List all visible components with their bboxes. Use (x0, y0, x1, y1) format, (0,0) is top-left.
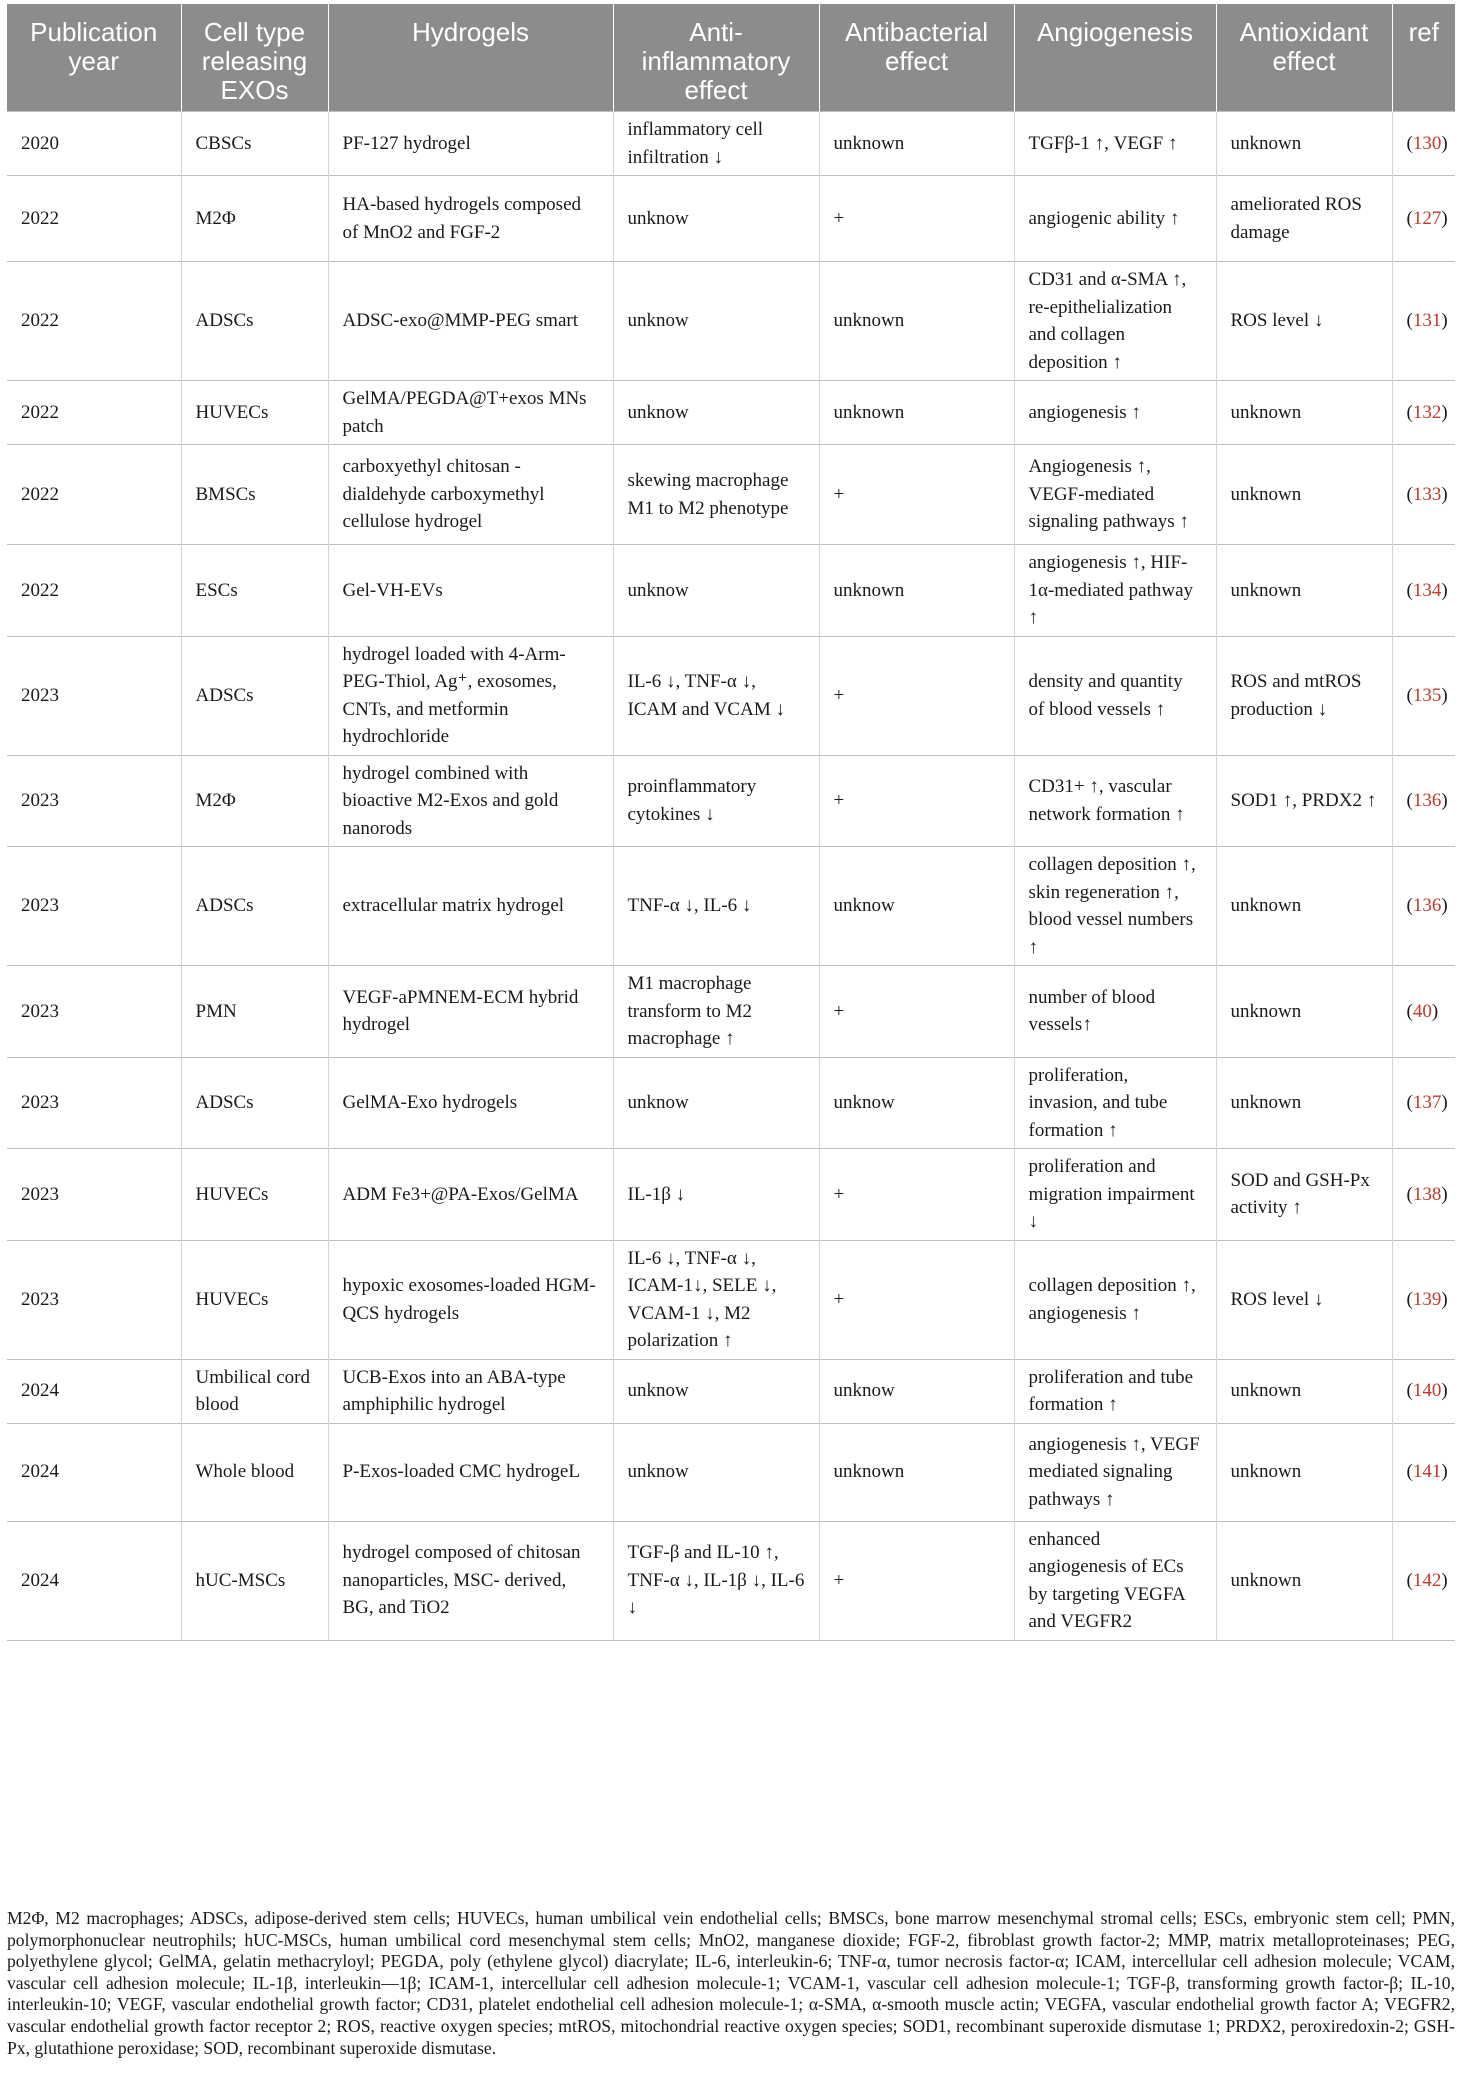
table-row (7, 262, 1455, 381)
ref-close-paren: ) (1431, 1000, 1439, 1022)
cell-antioxidant: unknown (1216, 112, 1392, 176)
cell-ref[interactable] (1392, 755, 1455, 847)
table-row (7, 1057, 1455, 1149)
cell-hydrogel: GelMA-Exo hydrogels (328, 1057, 613, 1149)
header-cell-type: Cell type releasing EXOs (181, 4, 328, 112)
table-row (7, 1423, 1455, 1521)
cell-anti-inflammatory: IL-6 ↓, TNF-α ↓, ICAM and VCAM ↓ (613, 636, 819, 755)
cell-ref[interactable] (1392, 1521, 1455, 1640)
cell-anti-inflammatory: M1 macrophage transform to M2 macrophage ↑ (613, 966, 819, 1058)
cell-ref[interactable] (1392, 636, 1455, 755)
cell-hydrogel: VEGF-aPMNEM-ECM hybrid hydrogel (328, 966, 613, 1058)
cell-ref[interactable] (1392, 1423, 1455, 1521)
header-angiogenesis: Angiogenesis (1014, 4, 1216, 112)
cell-ref[interactable] (1392, 112, 1455, 176)
cell-antioxidant: ROS level ↓ (1216, 262, 1392, 381)
cell-hydrogel: extracellular matrix hydrogel (328, 847, 613, 966)
header-hydrogels: Hydrogels (328, 4, 613, 112)
ref-link[interactable]: 137 (1412, 1092, 1442, 1113)
table-container (7, 4, 1455, 1641)
cell-antioxidant: ROS level ↓ (1216, 1240, 1392, 1359)
cell-antibacterial: unknown (819, 1423, 1014, 1521)
cell-antibacterial: unknown (819, 112, 1014, 176)
cell-angiogenesis: angiogenesis ↑ (1014, 381, 1216, 445)
ref-close-paren: ) (1441, 207, 1448, 229)
cell-antioxidant: SOD and GSH-Px activity ↑ (1216, 1149, 1392, 1241)
cell-year: 2022 (7, 262, 181, 381)
cell-antibacterial: + (819, 636, 1014, 755)
ref-link[interactable]: 130 (1412, 132, 1442, 154)
cell-ref[interactable] (1392, 445, 1455, 545)
cell-hydrogel: hydrogel loaded with 4-Arm-PEG-Thiol, Ag⁺, exosomes, CNTs, and metformin hydrochloride (328, 636, 613, 755)
cell-anti-inflammatory: unknow (613, 1057, 819, 1149)
ref-link[interactable]: 140 (1412, 1380, 1442, 1402)
cell-antibacterial: unknow (819, 1057, 1014, 1149)
cell-hydrogel: ADM Fe3+@PA-Exos/GelMA (328, 1149, 613, 1241)
ref-open-paren: ( (1406, 790, 1413, 811)
ref-close-paren: ) (1441, 895, 1448, 917)
cell-anti-inflammatory: proinflammatory cytokines ↓ (613, 755, 819, 847)
ref-close-paren: ) (1441, 401, 1448, 423)
ref-close-paren: ) (1441, 1569, 1448, 1591)
ref-link[interactable]: 141 (1412, 1461, 1442, 1483)
cell-angiogenesis: angiogenesis ↑, HIF-1α-mediated pathway ↑ (1014, 545, 1216, 637)
ref-close-paren: ) (1441, 1183, 1448, 1205)
ref-link[interactable]: 133 (1412, 483, 1442, 505)
ref-close-paren: ) (1441, 132, 1448, 154)
cell-hydrogel: hydrogel composed of chitosan nanoparticles, MSC- derived, BG, and TiO2 (328, 1521, 613, 1640)
cell-type: HUVECs (181, 1240, 328, 1359)
cell-antioxidant: unknown (1216, 1423, 1392, 1521)
ref-open-paren: ( (1406, 1380, 1413, 1402)
ref-open-paren: ( (1406, 207, 1413, 229)
cell-angiogenesis: Angiogenesis ↑, VEGF-mediated signaling pathways ↑ (1014, 445, 1216, 545)
cell-hydrogel: P-Exos-loaded CMC hydrogeL (328, 1423, 613, 1521)
ref-open-paren: ( (1406, 1000, 1413, 1022)
ref-close-paren: ) (1441, 483, 1448, 505)
table-row (7, 847, 1455, 966)
cell-hydrogel: ADSC-exo@MMP-PEG smart (328, 262, 613, 381)
cell-antibacterial: + (819, 176, 1014, 262)
cell-angiogenesis: angiogenic ability ↑ (1014, 176, 1216, 262)
ref-open-paren: ( (1406, 310, 1413, 332)
cell-type: ADSCs (181, 636, 328, 755)
cell-ref[interactable] (1392, 1240, 1455, 1359)
ref-close-paren: ) (1441, 684, 1448, 706)
cell-year: 2024 (7, 1423, 181, 1521)
cell-angiogenesis: collagen deposition ↑, angiogenesis ↑ (1014, 1240, 1216, 1359)
table-footnote: M2Φ, M2 macrophages; ADSCs, adipose-derived stem cells; HUVECs, human umbilical vein endothelial cells; BMSCs, bone marrow mesenchymal stromal cells; ESCs, embryonic stem cell; PMN, polymorphonuclear neutrophils; hUC-MSCs, human umbilical cord mesenchymal stem cells; MnO2, manganese dioxide; FGF-2, fibroblast growth factor-2; MMP, matrix metalloproteinases; PEG, polyethylene glycol; GelMA, gelatin methacryloyl; PEGDA, poly (ethylene glycol) diacrylate; IL-6, interleukin-6; TNF-α, tumor necrosis factor-α; ICAM, intercellular cell adhesion molecule; VCAM, vascular cell adhesion molecule; IL-1β, interleukin—1β; ICAM-1, intercellular cell adhesion molecule-1; VCAM-1, vascular cell adhesion molecule-1; TGF-β, transforming growth factor-β; IL-10, interleukin-10; VEGF, vascular endothelial growth factor; CD31, platelet endothelial cell adhesion molecule-1; α-SMA, α-smooth muscle actin; VEGFA, vascular endothelial growth factor A; VEGFR2, vascular endothelial growth factor receptor 2; ROS, reactive oxygen species; mtROS, mitochondrial reactive oxygen species; SOD1, recombinant superoxide dismutase 1; PRDX2, peroxiredoxin-2; GSH-Px, glutathione peroxidase; SOD, recombinant superoxide dismutase. (7, 1908, 1455, 2058)
cell-antibacterial: + (819, 445, 1014, 545)
cell-angiogenesis: TGFβ-1 ↑, VEGF ↑ (1014, 112, 1216, 176)
cell-year: 2023 (7, 1240, 181, 1359)
ref-link[interactable]: 131 (1412, 310, 1442, 332)
cell-angiogenesis: proliferation, invasion, and tube formation ↑ (1014, 1057, 1216, 1149)
cell-antibacterial: unknown (819, 381, 1014, 445)
cell-antibacterial: unknown (819, 545, 1014, 637)
cell-ref[interactable] (1392, 262, 1455, 381)
cell-type: ADSCs (181, 1057, 328, 1149)
cell-ref[interactable] (1392, 847, 1455, 966)
cell-year: 2022 (7, 381, 181, 445)
ref-link[interactable]: 142 (1412, 1569, 1442, 1591)
ref-link[interactable]: 134 (1412, 579, 1442, 601)
ref-link[interactable]: 132 (1412, 401, 1442, 423)
cell-anti-inflammatory: inflammatory cell infiltration ↓ (613, 112, 819, 176)
ref-link[interactable]: 139 (1412, 1288, 1442, 1310)
cell-hydrogel: PF-127 hydrogel (328, 112, 613, 176)
ref-close-paren: ) (1441, 1288, 1448, 1310)
header-ref: ref (1392, 4, 1455, 112)
ref-open-paren: ( (1406, 1183, 1413, 1205)
cell-antioxidant: unknown (1216, 966, 1392, 1058)
cell-type: HUVECs (181, 1149, 328, 1241)
cell-ref[interactable] (1392, 1057, 1455, 1149)
ref-open-paren: ( (1406, 1461, 1413, 1483)
cell-anti-inflammatory: unknow (613, 262, 819, 381)
cell-antioxidant: ameliorated ROS damage (1216, 176, 1392, 262)
cell-antioxidant: unknown (1216, 445, 1392, 545)
cell-antioxidant: ROS and mtROS production ↓ (1216, 636, 1392, 755)
cell-ref[interactable] (1392, 381, 1455, 445)
cell-antibacterial: + (819, 1240, 1014, 1359)
cell-antioxidant: unknown (1216, 1057, 1392, 1149)
ref-close-paren: ) (1441, 579, 1448, 601)
cell-year: 2023 (7, 1057, 181, 1149)
cell-angiogenesis: CD31 and α-SMA ↑, re-epithelialization and collagen deposition ↑ (1014, 262, 1216, 381)
table-row (7, 1521, 1455, 1640)
cell-type: Umbilical cord blood (181, 1359, 328, 1423)
cell-type: hUC-MSCs (181, 1521, 328, 1640)
table-row (7, 1149, 1455, 1241)
header-antioxidant: Antioxidant effect (1216, 4, 1392, 112)
ref-link[interactable]: 136 (1412, 790, 1442, 811)
header-row (7, 4, 1455, 112)
cell-anti-inflammatory: unknow (613, 1359, 819, 1423)
cell-antibacterial: + (819, 755, 1014, 847)
ref-open-paren: ( (1406, 579, 1413, 601)
cell-year: 2023 (7, 1149, 181, 1241)
ref-open-paren: ( (1406, 401, 1413, 423)
header-publication-year: Publication year (7, 4, 181, 112)
cell-year: 2022 (7, 445, 181, 545)
ref-open-paren: ( (1406, 1569, 1413, 1591)
cell-antioxidant: unknown (1216, 381, 1392, 445)
cell-angiogenesis: proliferation and migration impairment ↓ (1014, 1149, 1216, 1241)
ref-open-paren: ( (1406, 895, 1413, 917)
ref-link[interactable]: 138 (1412, 1183, 1442, 1205)
cell-anti-inflammatory: TGF-β and IL-10 ↑, TNF-α ↓, IL-1β ↓, IL-6 ↓ (613, 1521, 819, 1640)
cell-ref[interactable] (1392, 1359, 1455, 1423)
cell-anti-inflammatory: IL-1β ↓ (613, 1149, 819, 1241)
cell-antioxidant: unknown (1216, 847, 1392, 966)
cell-year: 2022 (7, 176, 181, 262)
ref-open-paren: ( (1406, 483, 1413, 505)
cell-year: 2024 (7, 1359, 181, 1423)
cell-type: M2Φ (181, 755, 328, 847)
header-antibacterial: Antibacterial effect (819, 4, 1014, 112)
table-row (7, 381, 1455, 445)
cell-type: CBSCs (181, 112, 328, 176)
cell-angiogenesis: number of blood vessels↑ (1014, 966, 1216, 1058)
cell-anti-inflammatory: unknow (613, 176, 819, 262)
cell-antibacterial: + (819, 1149, 1014, 1241)
cell-type: ESCs (181, 545, 328, 637)
cell-angiogenesis: density and quantity of blood vessels ↑ (1014, 636, 1216, 755)
cell-antioxidant: unknown (1216, 1359, 1392, 1423)
cell-ref[interactable] (1392, 545, 1455, 637)
table-row (7, 1240, 1455, 1359)
ref-close-paren: ) (1441, 790, 1448, 811)
cell-hydrogel: hydrogel combined with bioactive M2-Exos and gold nanorods (328, 755, 613, 847)
hydrogel-exosome-table (7, 4, 1455, 1641)
header-anti-inflammatory: Anti-inflammatory effect (613, 4, 819, 112)
cell-year: 2023 (7, 847, 181, 966)
cell-antioxidant: SOD1 ↑, PRDX2 ↑ (1216, 755, 1392, 847)
cell-hydrogel: carboxyethyl chitosan -dialdehyde carboxymethyl cellulose hydrogel (328, 445, 613, 545)
ref-link[interactable]: 136 (1412, 895, 1442, 917)
cell-anti-inflammatory: TNF-α ↓, IL-6 ↓ (613, 847, 819, 966)
cell-type: M2Φ (181, 176, 328, 262)
table-row (7, 636, 1455, 755)
ref-open-paren: ( (1406, 684, 1413, 706)
cell-year: 2023 (7, 966, 181, 1058)
cell-antibacterial: unknow (819, 847, 1014, 966)
cell-type: BMSCs (181, 445, 328, 545)
ref-open-paren: ( (1406, 132, 1413, 154)
table-row (7, 755, 1455, 847)
cell-anti-inflammatory: unknow (613, 1423, 819, 1521)
cell-antibacterial: + (819, 1521, 1014, 1640)
cell-angiogenesis: collagen deposition ↑, skin regeneration ↑, blood vessel numbers ↑ (1014, 847, 1216, 966)
ref-close-paren: ) (1441, 1092, 1448, 1113)
cell-angiogenesis: angiogenesis ↑, VEGF mediated signaling pathways ↑ (1014, 1423, 1216, 1521)
cell-antibacterial: unknown (819, 262, 1014, 381)
cell-type: HUVECs (181, 381, 328, 445)
cell-ref[interactable] (1392, 1149, 1455, 1241)
ref-open-paren: ( (1406, 1288, 1413, 1310)
cell-anti-inflammatory: unknow (613, 545, 819, 637)
cell-ref[interactable] (1392, 966, 1455, 1058)
cell-antibacterial: + (819, 966, 1014, 1058)
cell-anti-inflammatory: unknow (613, 381, 819, 445)
cell-hydrogel: UCB-Exos into an ABA-type amphiphilic hydrogel (328, 1359, 613, 1423)
ref-link[interactable]: 40 (1412, 1000, 1432, 1022)
cell-year: 2023 (7, 636, 181, 755)
ref-link[interactable]: 127 (1412, 207, 1442, 229)
cell-angiogenesis: proliferation and tube formation ↑ (1014, 1359, 1216, 1423)
cell-hydrogel: HA-based hydrogels composed of MnO2 and FGF-2 (328, 176, 613, 262)
cell-anti-inflammatory: skewing macrophage M1 to M2 phenotype (613, 445, 819, 545)
cell-hydrogel: GelMA/PEGDA@T+exos MNs patch (328, 381, 613, 445)
ref-open-paren: ( (1406, 1092, 1413, 1113)
cell-type: ADSCs (181, 262, 328, 381)
cell-hydrogel: Gel-VH-EVs (328, 545, 613, 637)
cell-type: Whole blood (181, 1423, 328, 1521)
cell-anti-inflammatory: IL-6 ↓, TNF-α ↓, ICAM-1↓, SELE ↓, VCAM-1 ↓, M2 polarization ↑ (613, 1240, 819, 1359)
cell-angiogenesis: CD31+ ↑, vascular network formation ↑ (1014, 755, 1216, 847)
cell-year: 2024 (7, 1521, 181, 1640)
cell-hydrogel: hypoxic exosomes-loaded HGM-QCS hydrogels (328, 1240, 613, 1359)
table-row (7, 545, 1455, 637)
cell-antioxidant: unknown (1216, 545, 1392, 637)
cell-type: ADSCs (181, 847, 328, 966)
ref-close-paren: ) (1441, 1380, 1448, 1402)
table-row (7, 966, 1455, 1058)
table-row (7, 445, 1455, 545)
ref-link[interactable]: 135 (1412, 684, 1442, 706)
cell-year: 2023 (7, 755, 181, 847)
cell-ref[interactable] (1392, 176, 1455, 262)
ref-close-paren: ) (1441, 310, 1448, 332)
table-row (7, 112, 1455, 176)
ref-close-paren: ) (1441, 1461, 1448, 1483)
cell-type: PMN (181, 966, 328, 1058)
table-row (7, 1359, 1455, 1423)
cell-angiogenesis: enhanced angiogenesis of ECs by targeting VEGFA and VEGFR2 (1014, 1521, 1216, 1640)
cell-year: 2022 (7, 545, 181, 637)
cell-antioxidant: unknown (1216, 1521, 1392, 1640)
cell-antibacterial: unknow (819, 1359, 1014, 1423)
table-row (7, 176, 1455, 262)
cell-year: 2020 (7, 112, 181, 176)
